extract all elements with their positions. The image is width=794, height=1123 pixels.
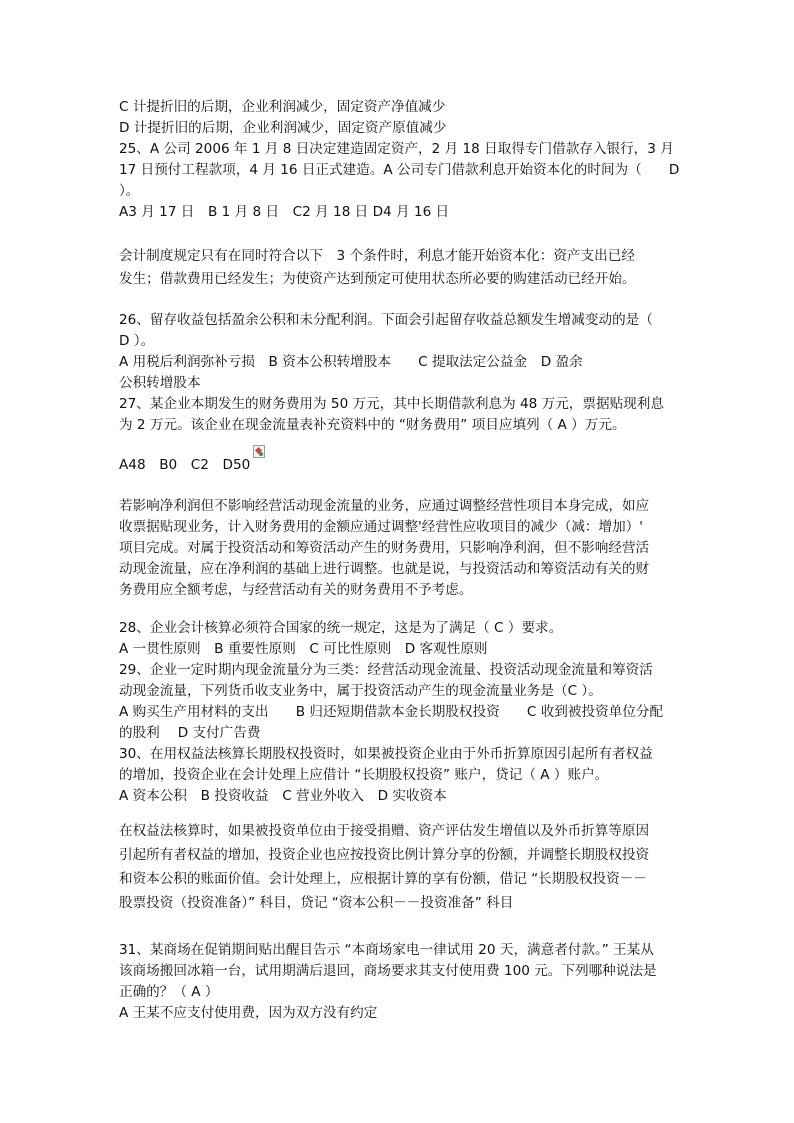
text-line: 公积转增股本 [119, 375, 201, 391]
text-line: D 计提折旧的后期，企业利润减少，固定资产原值减少 [119, 120, 447, 136]
text-line: 28、企业会计核算必须符合国家的统一规定，这是为了满足（ C ）要求。 [119, 620, 563, 636]
text-line: 和资本公积的账面价值。会计处理上，应根据计算的享有份额，借记 “长期股权投资－－ [119, 871, 647, 887]
text-line: 该商场搬回冰箱一台，试用期满后退回，商场要求其支付使用费 100 元。下列哪种说法是 [119, 963, 657, 979]
broken-image-icon [253, 445, 265, 458]
text-line: 正确的？（ A ） [119, 984, 219, 1000]
text-line: A48 B0 C2 D50 [119, 457, 251, 473]
text-line: 动现金流量，下列货币收支业务中，属于投资活动产生的现金流量业务是（C ）。 [119, 683, 602, 699]
text-line: 17 日预付工程款项，4 月 16 日正式建造。A 公司专门借款利息开始资本化的时间为（ D [119, 162, 680, 178]
text-line: C 计提折旧的后期，企业利润减少，固定资产净值减少 [119, 99, 446, 115]
text-line: 29、企业一定时期内现金流量分为三类：经营活动现金流量、投资活动现金流量和筹资活 [119, 662, 653, 678]
text-line: 25、A 公司 2006 年 1 月 8 日决定建造固定资产，2 月 18 日取得专门借款存入银行，3 月 [119, 141, 674, 157]
text-line: 引起所有者权益的增加，投资企业也应按投资比例计算分享的份额，并调整长期股权投资 [119, 847, 650, 863]
text-line: A 购买生产用材料的支出 B 归还短期借款本金长期股权投资 C 收到被投资单位分配 [119, 704, 664, 720]
text-line: A 王某不应支付使用费，因为双方没有约定 [119, 1005, 378, 1021]
text-line: 动现金流量，应在净利润的基础上进行调整。也就是说，与投资活动和筹资活动有关的财 [119, 561, 650, 577]
text-line: 发生；借款费用已经发生；为使资产达到预定可使用状态所必要的购建活动已经开始。 [119, 271, 636, 287]
text-line: 的增加，投资企业在会计处理上应借计 “长期股权投资” 账户，贷记（ A ）账户。 [119, 767, 609, 783]
text-line: A3 月 17 日 B 1 月 8 日 C2 月 18 日 D4 月 16 日 [119, 204, 450, 220]
text-line: 项目完成。对属于投资活动和筹资活动产生的财务费用，只影响净利润，但不影响经营活 [119, 540, 650, 556]
text-line: 为 2 万元。该企业在现金流量表补充资料中的 “财务费用” 项目应填列（ A ）万元。 [119, 417, 626, 433]
text-line: 股票投资（投资准备）” 科目，贷记 “资本公积－－投资准备” 科目 [119, 895, 514, 911]
text-line: 30、在用权益法核算长期股权投资时，如果被投资企业由于外币折算原因引起所有者权益 [119, 746, 653, 762]
text-line: 收票据贴现业务，计入财务费用的金额应通过调整'经营性应收项目的减少（减：增加）' [119, 519, 644, 535]
text-line: 若影响净利润但不影响经营活动现金流量的业务，应通过调整经营性项目本身完成，如应 [119, 498, 650, 514]
text-line: 在权益法核算时，如果被投资单位由于接受捐赠、资产评估发生增值以及外币折算等原因 [119, 823, 650, 839]
text-line: A 资本公积 B 投资收益 C 营业外收入 D 实收资本 [119, 788, 447, 804]
text-line: 务费用应全额考虑，与经营活动有关的财务费用不予考虑。 [119, 582, 473, 598]
text-line: D ）。 [119, 333, 155, 349]
text-line: 27、某企业本期发生的财务费用为 50 万元，其中长期借款利息为 48 万元，票据贴现利息 [119, 396, 664, 412]
text-line: A 一贯性原则 B 重要性原则 C 可比性原则 D 客观性原则 [119, 641, 488, 657]
text-line: 会计制度规定只有在同时符合以下 3 个条件时，利息才能开始资本化：资产支出已经 [119, 248, 635, 264]
text-line: 的股利 D 支付广告费 [119, 725, 261, 741]
text-line: 31、某商场在促销期间贴出醒目告示 “本商场家电一律试用 20 天，满意者付款。” 王某从 [119, 942, 654, 958]
text-line: ）。 [119, 183, 140, 199]
text-line: A 用税后利润弥补亏损 B 资本公积转增股本 C 提取法定公益金 D 盈余 [119, 354, 583, 370]
text-line: 26、留存收益包括盈余公积和未分配利润。下面会引起留存收益总额发生增减变动的是（ [119, 312, 653, 328]
